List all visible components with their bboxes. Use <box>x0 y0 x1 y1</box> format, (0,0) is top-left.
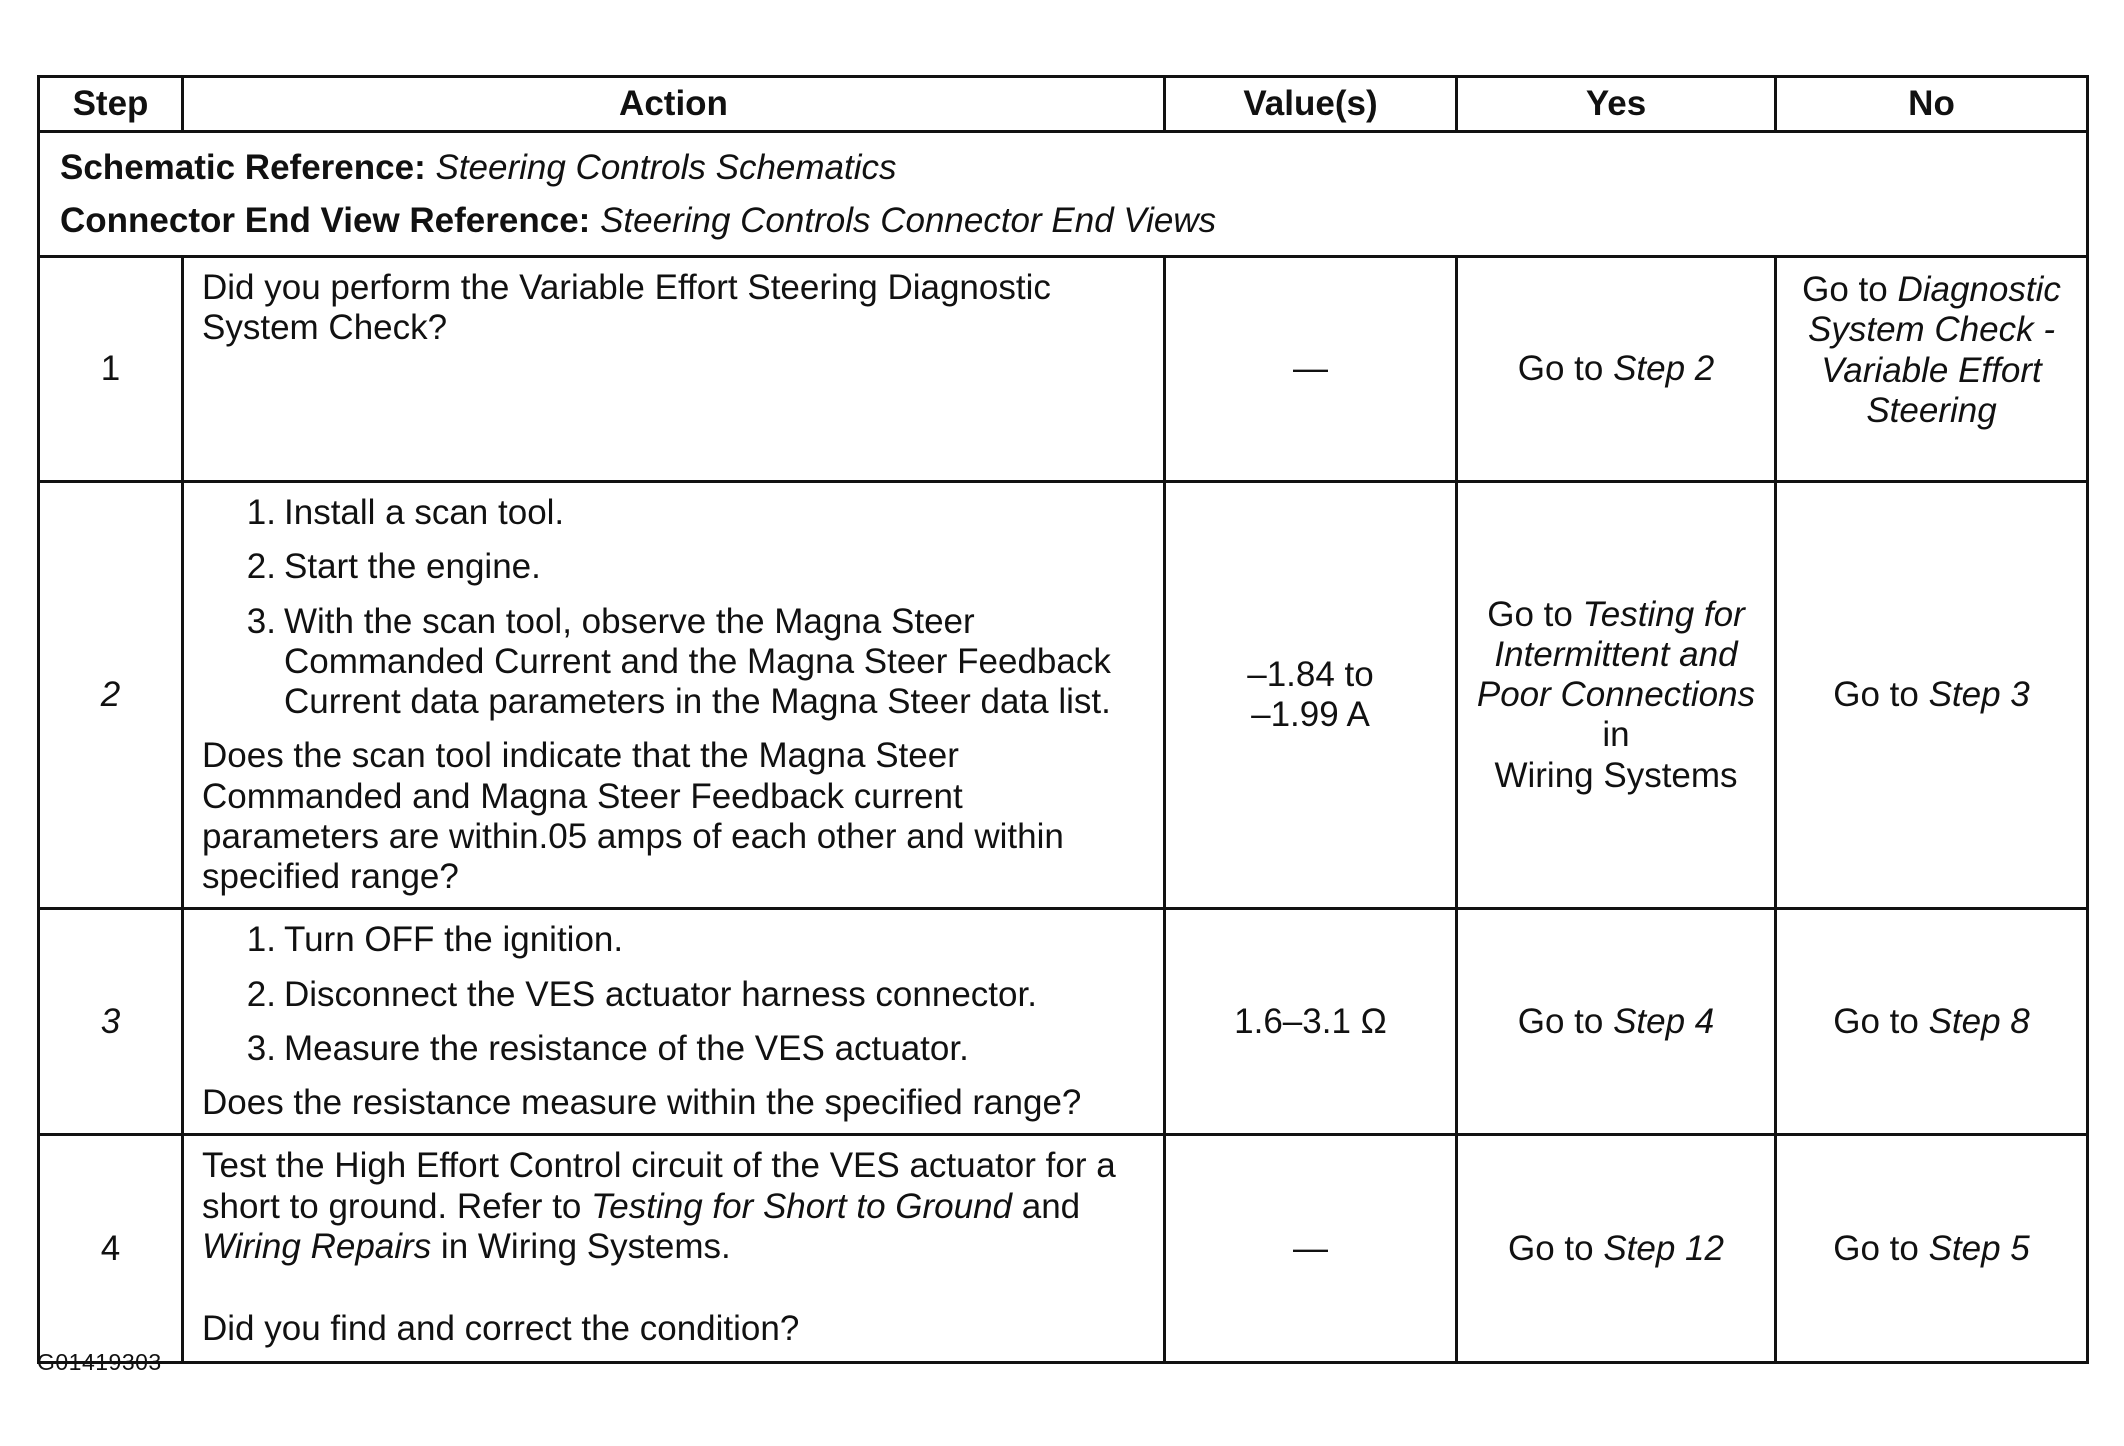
table-row <box>39 909 2088 1135</box>
no-cell <box>1776 482 2088 909</box>
value-cell: — <box>1165 1135 1457 1363</box>
action-step: Measure the resistance of the VES actuator. <box>284 1028 969 1068</box>
no-prefix: Go to <box>1833 1001 1929 1041</box>
yes-cell <box>1457 909 1776 1135</box>
schematic-reference-link[interactable]: Steering Controls Schematics <box>435 148 897 187</box>
action-question: Did you find and correct the condition? <box>202 1309 800 1348</box>
action-text: Test the High Effort Control circuit of the VES actuator for a short to ground. Refer to <box>202 1146 1116 1226</box>
action-step: Turn OFF the ignition. <box>284 920 624 960</box>
figure-id: G01419303 <box>37 1349 162 1375</box>
yes-cell <box>1457 257 1776 482</box>
header-step: Step <box>39 77 183 132</box>
action-cell <box>183 1135 1165 1363</box>
action-cell <box>183 482 1165 909</box>
yes-link[interactable]: Step 2 <box>1613 348 1715 388</box>
action-link[interactable]: Testing for Short to Ground <box>591 1186 1012 1226</box>
no-cell <box>1776 909 2088 1135</box>
reference-cell <box>39 132 2088 257</box>
value-line: –1.84 to <box>1247 654 1374 694</box>
action-question: Does the resistance measure within the specified range? <box>202 1083 1082 1122</box>
action-question: Did you perform the Variable Effort Steering Diagnostic System Check? <box>202 268 1051 348</box>
action-steps <box>202 493 1147 722</box>
value-line: –1.99 A <box>1251 695 1370 735</box>
header-yes: Yes <box>1457 77 1776 132</box>
schematic-reference-label: Schematic Reference: <box>60 148 426 187</box>
action-instruction <box>202 1146 1147 1267</box>
value-cell: 1.6–3.1 Ω <box>1165 909 1457 1135</box>
value-cell <box>1165 482 1457 909</box>
header-values: Value(s) <box>1165 77 1457 132</box>
yes-cell <box>1457 482 1776 909</box>
yes-prefix: Go to <box>1487 594 1583 634</box>
no-prefix: Go to <box>1833 675 1929 714</box>
yes-prefix: Go to <box>1508 1228 1604 1268</box>
step-number: 4 <box>39 1135 183 1363</box>
action-step: Start the engine. <box>284 547 541 587</box>
action-question: Does the scan tool indicate that the Magna Steer Commanded and Magna Steer Feedback current parameters are within.05 amps of each other and within specified range? <box>202 736 1064 896</box>
connector-reference <box>60 194 2066 247</box>
reference-row <box>39 132 2088 257</box>
action-step: Install a scan tool. <box>284 493 565 532</box>
header-row <box>39 77 2088 132</box>
action-link[interactable]: Wiring Repairs <box>202 1226 432 1266</box>
step-number: 1 <box>39 257 183 482</box>
no-link[interactable]: Diagnostic System Check - Variable Effort Steering <box>1808 270 2061 430</box>
no-link[interactable]: Step 8 <box>1928 1001 2030 1041</box>
header-no: No <box>1776 77 2088 132</box>
schematic-reference <box>60 141 2066 194</box>
no-link[interactable]: Step 5 <box>1928 1228 2030 1268</box>
no-prefix: Go to <box>1833 1228 1929 1268</box>
action-cell <box>183 909 1165 1135</box>
no-cell <box>1776 257 2088 482</box>
connector-reference-link[interactable]: Steering Controls Connector End Views <box>600 201 1217 240</box>
yes-prefix: Go to <box>1517 348 1614 388</box>
action-text: and <box>1012 1186 1081 1226</box>
yes-link[interactable]: Testing for Intermittent and Poor Connections <box>1476 594 1756 714</box>
value-cell: — <box>1165 257 1457 482</box>
diagnostic-table <box>37 75 2089 1364</box>
action-step: Disconnect the VES actuator harness connector. <box>284 974 1037 1014</box>
table-row <box>39 482 2088 909</box>
action-steps <box>202 920 1147 1069</box>
table-row <box>39 257 2088 482</box>
table-row <box>39 1135 2088 1363</box>
header-action: Action <box>183 77 1165 132</box>
no-prefix: Go to <box>1802 270 1898 309</box>
yes-cell <box>1457 1135 1776 1363</box>
no-cell <box>1776 1135 2088 1363</box>
yes-link[interactable]: Step 4 <box>1613 1001 1715 1041</box>
action-step: With the scan tool, observe the Magna Steer Commanded Current and the Magna Steer Feedback Current data parameters in the Magna Steer data list. <box>284 601 1111 721</box>
step-number: 3 <box>39 909 183 1135</box>
yes-suffix: Wiring Systems <box>1494 755 1738 795</box>
action-cell <box>183 257 1165 482</box>
yes-link[interactable]: Step 12 <box>1603 1228 1724 1268</box>
action-text: in Wiring Systems. <box>431 1226 731 1266</box>
no-link[interactable]: Step 3 <box>1928 675 2030 714</box>
step-number: 2 <box>39 482 183 909</box>
connector-reference-label: Connector End View Reference: <box>60 201 591 240</box>
yes-mid: in <box>1602 715 1630 755</box>
yes-prefix: Go to <box>1517 1001 1614 1041</box>
